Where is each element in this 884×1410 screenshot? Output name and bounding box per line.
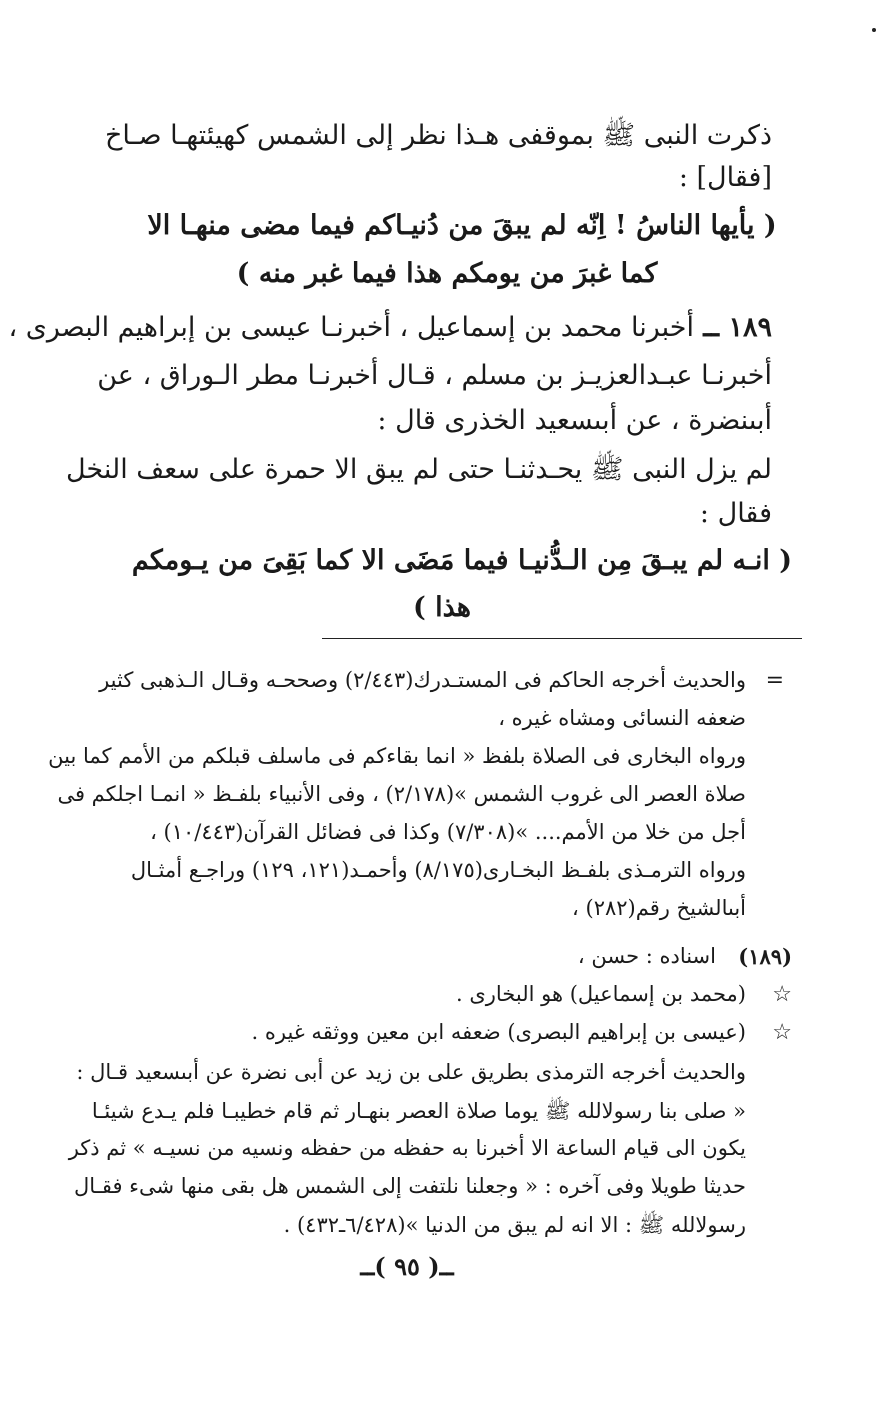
note-line-1: اسناده : حسن ، bbox=[577, 944, 716, 968]
footnote-line-8: والحديث أخرجه الترمذى بطريق على بن زيد عن أبى نضرة عن أبىسعيد قـال : bbox=[76, 1060, 746, 1084]
footnote-line-11: حديثا طويلا وفى آخره : « وجعلنا نلتفت إلى الشمس هل بقى منها شىء فقـال bbox=[74, 1174, 746, 1198]
quote-1-line-2: كما غبرَ من يومكم هذا فيما غبر منه ) bbox=[236, 258, 658, 289]
star-line-2: (عيسى بن إبراهيم البصرى) ضعفه ابن معين ووثقه غيره . bbox=[251, 1020, 746, 1044]
hadith-number: ١٨٩ ــ bbox=[703, 312, 772, 343]
quote-2-line-1: ( انـه لم يبـقَ مِن الـدُّنيـا فيما مَضَى الا كما بَقِىَ من يـومكم bbox=[131, 545, 793, 576]
footnote-divider bbox=[322, 638, 802, 639]
footnote-line-2: ضعفه النسائى ومشاه غيره ، bbox=[498, 706, 746, 730]
footnote-line-4: صلاة العصر الى غروب الشمس »(٢/١٧٨) ، وفى الأنبياء بلفـظ « انمـا اجلكم فى bbox=[57, 782, 746, 806]
star-icon: ☆ bbox=[772, 982, 792, 1007]
main-line-2: [فقال] : bbox=[678, 162, 772, 193]
quote-1-line-1: ( يأيها الناسُ ! اِنّه لم يبقَ من دُنيـاكم فيما مضى منهـا الا bbox=[147, 210, 777, 241]
hadith-line-5: فقال : bbox=[699, 498, 772, 529]
footnote-line-1: والحديث أخرجه الحاكم فى المستـدرك(٢/٤٤٣) وصححـه وقـال الـذهبى كثير bbox=[99, 668, 746, 692]
footnote-line-9: « صلى بنا رسولالله ﷺ يوما صلاة العصر بنهـار ثم قام خطيبـا فلم يـدع شيئـا bbox=[91, 1099, 746, 1123]
hadith-line-3: أبىنضرة ، عن أبىسعيد الخذرى قال : bbox=[377, 405, 772, 436]
hadith-line-1: أخبرنا محمد بن إسماعيل ، أخبرنـا عيسى بن إبراهيم البصرى ، bbox=[8, 312, 694, 343]
footnote-line-5: أجل من خلا من الأمم.... »(٧/٣٠٨) وكذا فى فضائل القرآن(١٠/٤٤٣) ، bbox=[150, 820, 746, 844]
note-number: (١٨٩) bbox=[738, 944, 792, 969]
scan-speck bbox=[872, 28, 876, 32]
footnote-line-3: ورواه البخارى فى الصلاة بلفظ « انما بقاءكم فى ماسلف قبلكم من الأمم كما بين bbox=[48, 744, 746, 768]
continuation-mark: = bbox=[765, 668, 784, 693]
footnote-line-7: أبىالشيخ رقم(٢٨٢) ، bbox=[572, 896, 746, 920]
page-number: ــ( ٩٥ )ــ bbox=[360, 1252, 454, 1281]
quote-2-line-2: هذا ) bbox=[412, 592, 472, 623]
main-line-1: ذكرت النبى ﷺ بموقفى هـذا نظر إلى الشمس كهيئتهـا صـاخ bbox=[105, 120, 772, 151]
footnote-line-6: ورواه الترمـذى بلفـظ البخـارى(٨/١٧٥) وأحمـد(١٢١، ١٢٩) وراجـع أمثـال bbox=[130, 858, 746, 882]
star-icon: ☆ bbox=[772, 1020, 792, 1045]
footnote-line-12: رسولالله ﷺ : الا انه لم يبق من الدنيا »(٦/٤٢٨ـ٤٣٢) . bbox=[283, 1213, 746, 1237]
hadith-line-4: لم يزل النبى ﷺ يحـدثنـا حتى لم يبق الا حمرة على سعف النخل bbox=[65, 454, 772, 485]
footnote-line-10: يكون الى قيام الساعة الا أخبرنا به حفظه من حفظه ونسيه من نسيـه » ثم ذكر bbox=[68, 1136, 746, 1160]
hadith-line-2: أخبرنـا عبـدالعزيـز بن مسلم ، قـال أخبرنـا مطر الـوراق ، عن bbox=[97, 360, 772, 391]
star-line-1: (محمد بن إسماعيل) هو البخارى . bbox=[455, 982, 746, 1006]
